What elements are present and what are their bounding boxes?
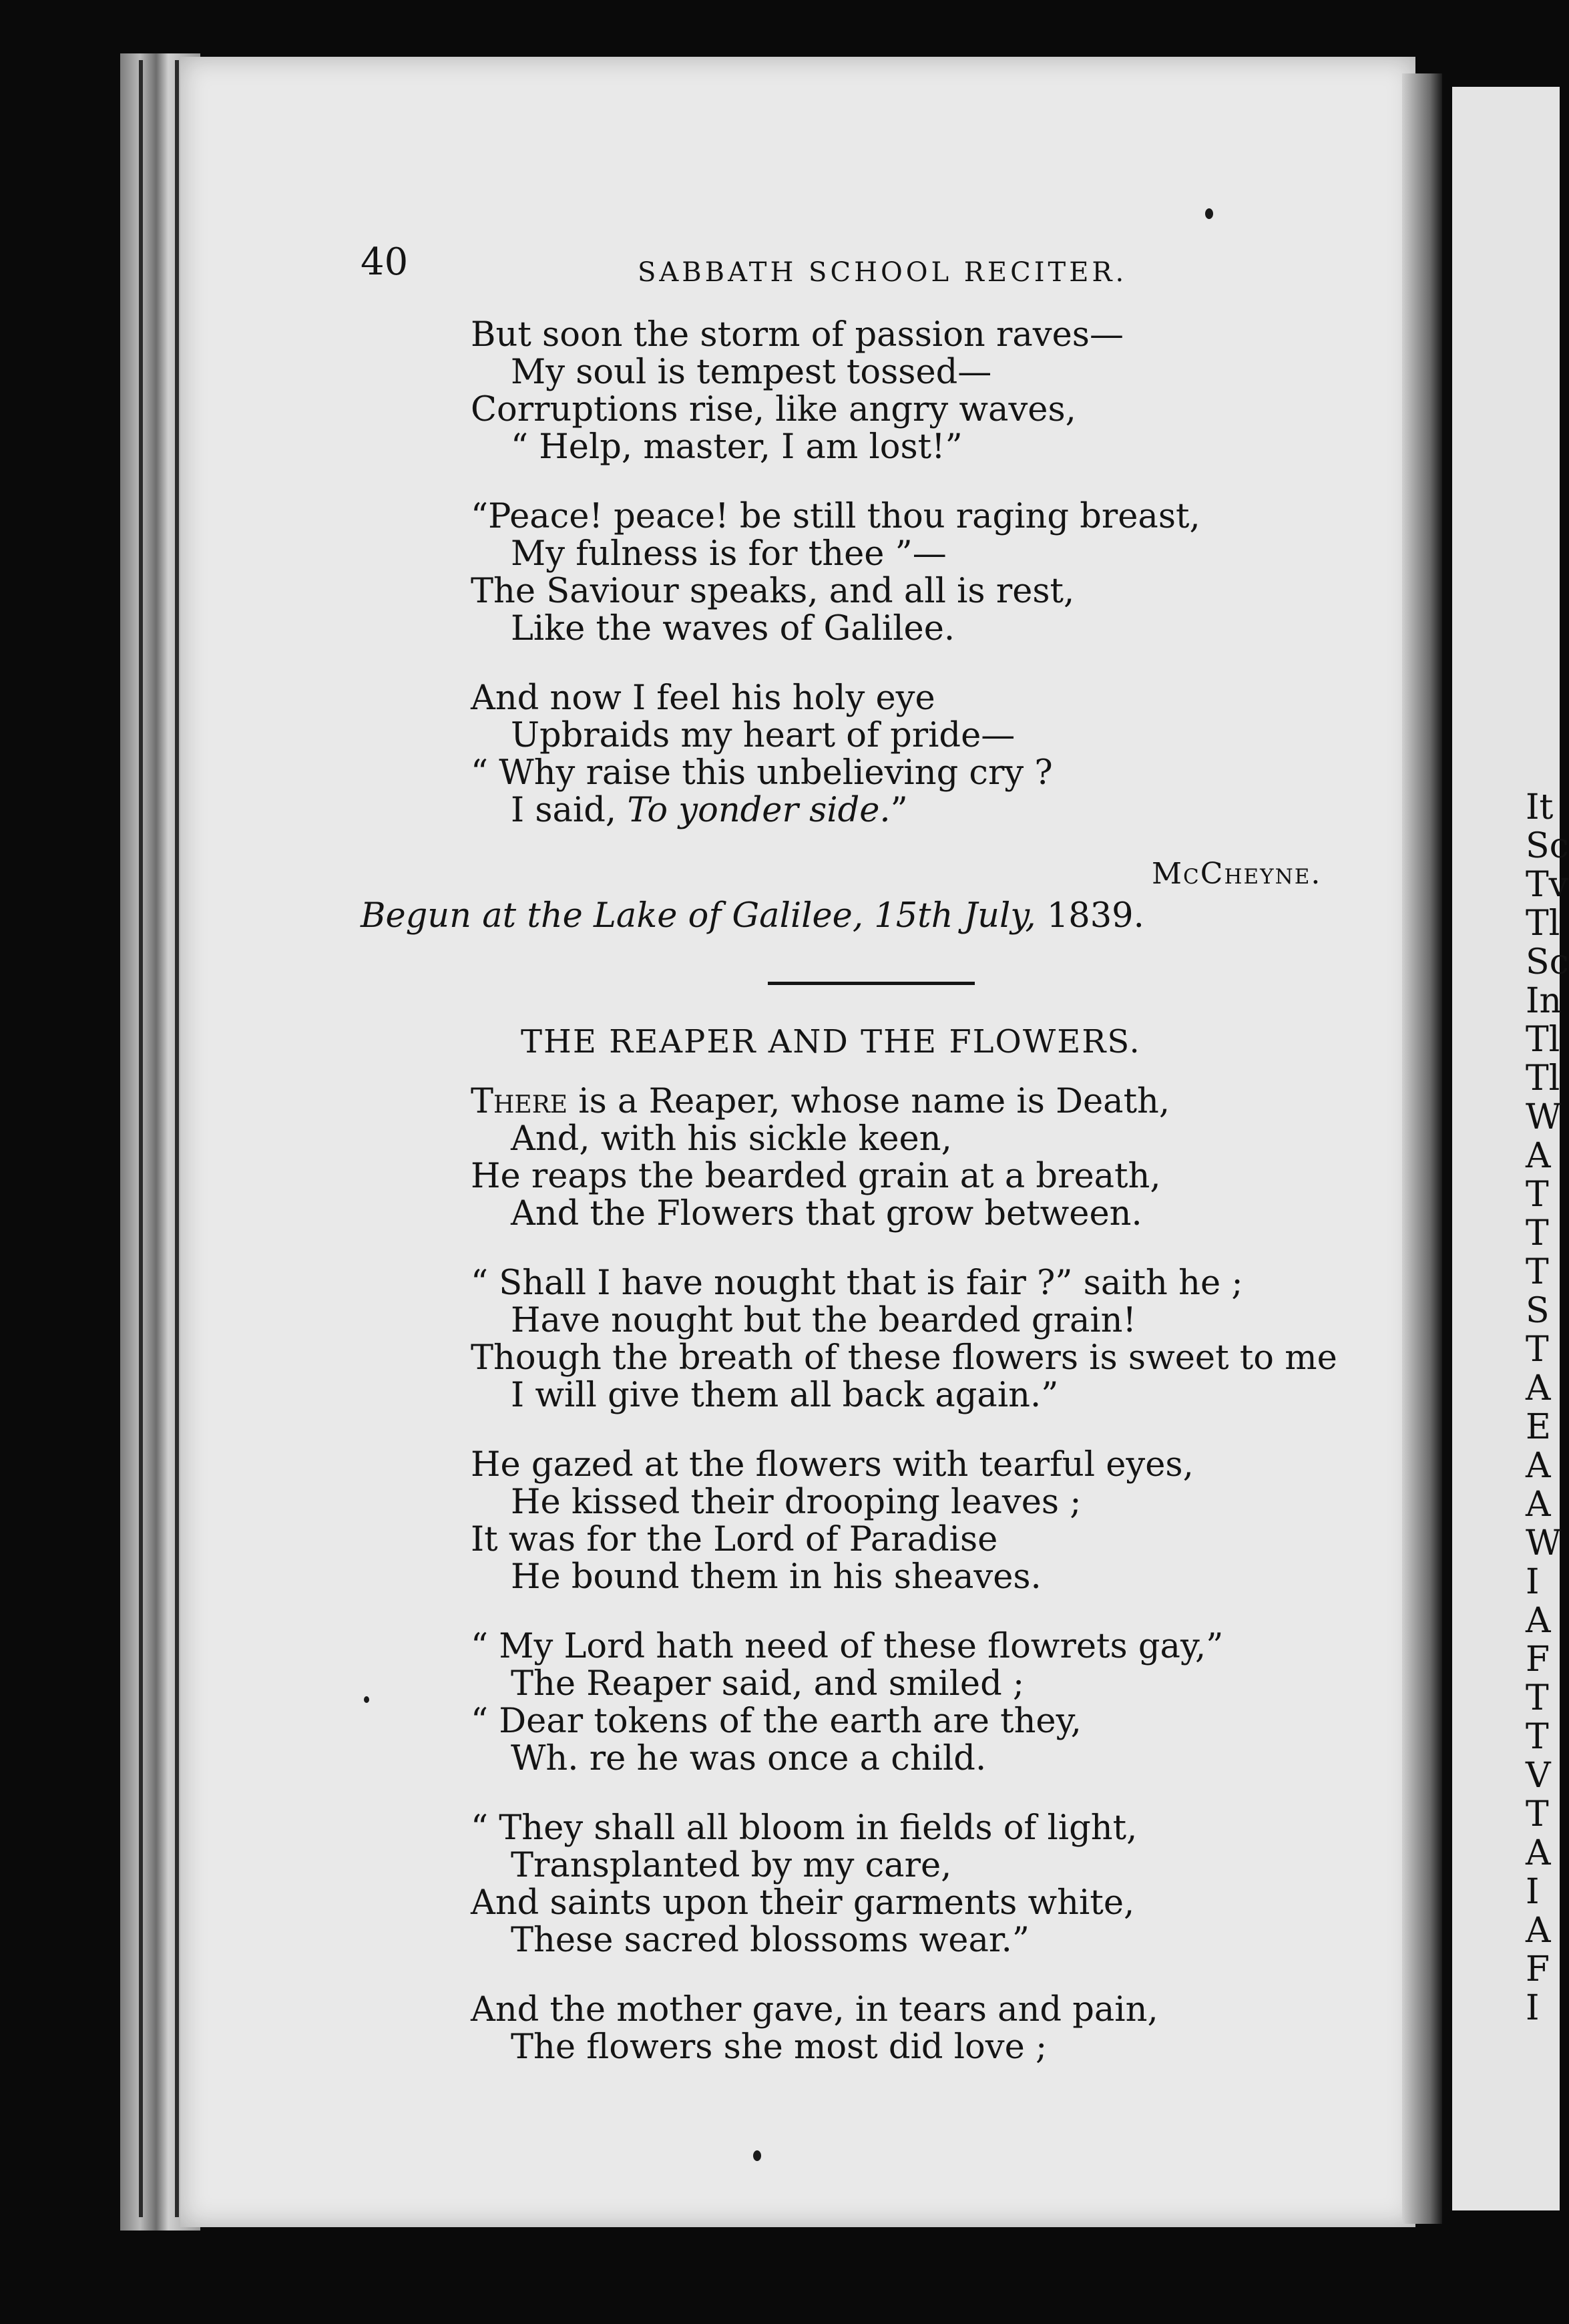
running-title: SABBATH SCHOOL RECITER.: [638, 257, 1128, 288]
verse-line: And now I feel his holy eye: [471, 679, 935, 718]
facing-letter: A: [1526, 1833, 1551, 1873]
facing-letter: W: [1526, 1523, 1562, 1563]
stanza: [471, 1628, 1337, 1778]
stanza: [471, 1810, 1337, 1959]
facing-letter: F: [1526, 1639, 1550, 1680]
verse-line: He reaps the bearded grain at a breath,: [471, 1157, 1161, 1196]
verse-line: The Saviour speaks, and all is rest,: [471, 572, 1075, 611]
first-word: There: [471, 1082, 568, 1121]
facing-letter: T: [1526, 1330, 1549, 1370]
verse-line: “Peace! peace! be still thou raging breast,: [471, 497, 1200, 536]
verse-line: My soul is tempest tossed—: [511, 353, 992, 392]
verse-line: “ Dear tokens of the earth are they,: [471, 1702, 1082, 1741]
note-year: 1839.: [1046, 896, 1144, 936]
verse-line: [471, 1083, 1337, 1121]
verse-line: Like the waves of Galilee.: [511, 609, 955, 648]
verse-line: Have nought but the bearded grain!: [511, 1301, 1137, 1340]
verse-line: Wh. re he was once a child.: [511, 1739, 987, 1778]
facing-letter: T: [1526, 1717, 1549, 1757]
facing-letter: Tl: [1526, 1020, 1560, 1060]
verse-line: He bound them in his sheaves.: [511, 1557, 1042, 1597]
facing-letter: Tl: [1526, 1058, 1560, 1099]
verse-line: The flowers she most did love ;: [511, 2027, 1048, 2067]
facing-letter: T: [1526, 1252, 1549, 1292]
spine-line: [139, 60, 143, 2217]
facing-letter: In: [1526, 981, 1562, 1021]
facing-letter: T: [1526, 1678, 1549, 1718]
section-divider: [768, 982, 975, 985]
author-signature: McCheyne.: [1152, 857, 1322, 891]
facing-letter: Sc: [1526, 942, 1569, 982]
verse-line-start: I said,: [511, 791, 628, 830]
facing-letter: W: [1526, 1097, 1562, 1137]
verse-line: And the mother gave, in tears and pain,: [471, 1990, 1158, 2029]
verse-line: [471, 792, 1200, 829]
verse-line: But soon the storm of passion raves—: [471, 315, 1124, 355]
facing-page-text: [1526, 788, 1569, 2027]
verse-line: Corruptions rise, like angry waves,: [471, 390, 1076, 429]
facing-letter: T: [1526, 1175, 1549, 1215]
facing-letter: T: [1526, 1213, 1549, 1253]
spine-line: [175, 60, 179, 2217]
stanza: [471, 1446, 1337, 1596]
verse-line: Upbraids my heart of pride—: [511, 716, 1016, 755]
facing-letter: Tv: [1526, 865, 1569, 905]
facing-letter: V: [1526, 1756, 1551, 1796]
scan-speck: [1205, 208, 1213, 219]
verse-line-end: ”: [890, 791, 908, 830]
facing-letter: I: [1526, 1872, 1540, 1912]
verse-line: These sacred blossoms wear.”: [511, 1921, 1030, 1960]
verse-line: The Reaper said, and smiled ;: [511, 1664, 1025, 1704]
stanza: [471, 498, 1200, 648]
page-edge: [1402, 73, 1442, 2224]
facing-letter: F: [1526, 1949, 1550, 1989]
facing-letter: T: [1526, 1794, 1549, 1834]
facing-letter: S: [1526, 1291, 1550, 1331]
facing-letter: I: [1526, 1988, 1540, 2028]
poem-body: [471, 1083, 1337, 2098]
verse-line: And, with his sickle keen,: [511, 1119, 952, 1159]
verse-line: “ My Lord hath need of these flowrets gay,”: [471, 1627, 1224, 1666]
verse-line-rest: is a Reaper, whose name is Death,: [568, 1082, 1170, 1121]
stanza: [471, 317, 1200, 466]
verse-line: “ Why raise this unbelieving cry ?: [471, 753, 1053, 793]
stanza: [471, 680, 1200, 829]
facing-letter: A: [1526, 1446, 1551, 1486]
verse-line: Though the breath of these flowers is sweet to me: [471, 1338, 1337, 1378]
verse-line: My fulness is for thee ”—: [511, 534, 947, 574]
facing-letter: Sc: [1526, 826, 1569, 866]
verse-italic: To yonder side.: [627, 791, 891, 830]
facing-letter: It: [1526, 787, 1554, 827]
facing-letter: E: [1526, 1407, 1551, 1447]
composition-note: [361, 896, 1144, 936]
verse-line: He gazed at the flowers with tearful eyes,: [471, 1445, 1194, 1485]
verse-line: And the Flowers that grow between.: [511, 1194, 1142, 1233]
stanza: [471, 1265, 1337, 1414]
verse-line: And saints upon their garments white,: [471, 1883, 1135, 1923]
note-italic: Begun at the Lake of Galilee, 15th July,: [361, 896, 1036, 936]
poem-title: THE REAPER AND THE FLOWERS.: [521, 1023, 1141, 1060]
page-number: 40: [361, 240, 409, 284]
verse-line: “ They shall all bloom in fields of light,: [471, 1808, 1138, 1848]
verse-line: Transplanted by my care,: [511, 1846, 952, 1885]
scan-speck: [364, 1696, 369, 1703]
verse-line: “ Help, master, I am lost!”: [511, 427, 963, 467]
facing-letter: I: [1526, 1562, 1540, 1602]
facing-letter: A: [1526, 1368, 1551, 1408]
stanza: [471, 1083, 1337, 1233]
verse-line: I will give them all back again.”: [511, 1376, 1059, 1415]
verse-line: “ Shall I have nought that is fair ?” saith he ;: [471, 1264, 1243, 1303]
facing-letter: Tl: [1526, 904, 1560, 944]
verse-line: He kissed their drooping leaves ;: [511, 1483, 1082, 1522]
facing-letter: A: [1526, 1601, 1551, 1641]
poem-continuation: [471, 317, 1200, 861]
verse-line: It was for the Lord of Paradise: [471, 1520, 998, 1559]
facing-letter: A: [1526, 1136, 1551, 1176]
facing-letter: A: [1526, 1911, 1551, 1951]
scan-speck: [753, 2150, 761, 2161]
stanza: [471, 1991, 1337, 2066]
facing-letter: A: [1526, 1485, 1551, 1525]
